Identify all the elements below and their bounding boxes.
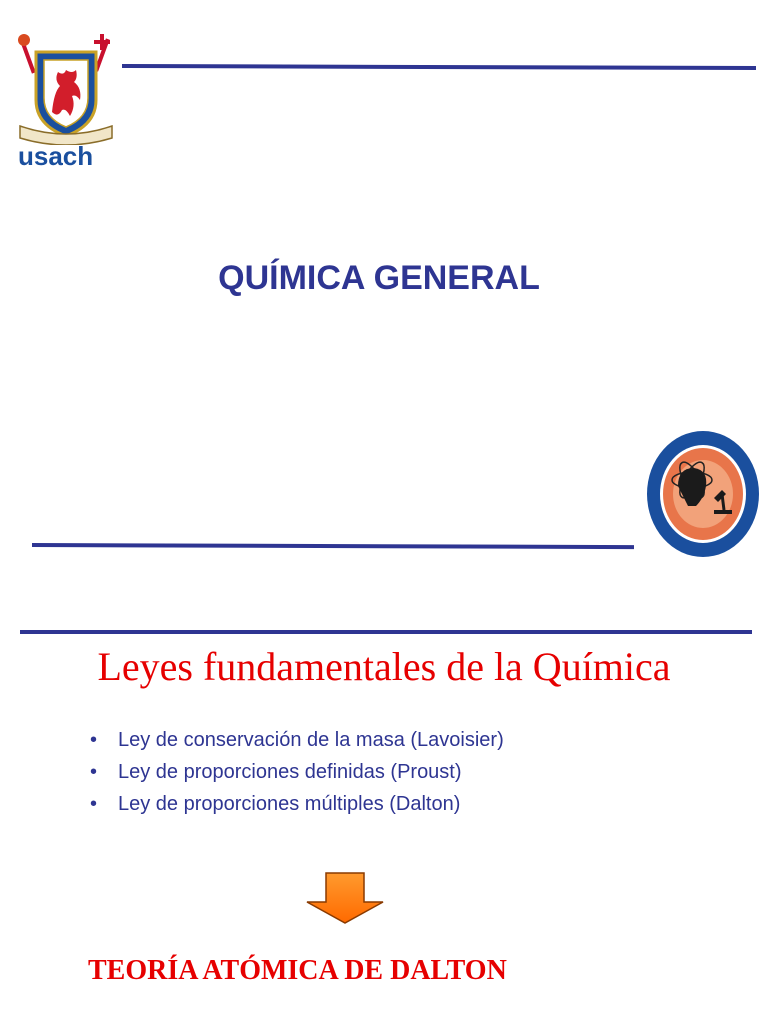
list-item-text: Ley de proporciones múltiples (Dalton)	[118, 793, 461, 815]
slide2-subtitle: TEORÍA ATÓMICA DE DALTON	[88, 955, 507, 986]
page-title: QUÍMICA GENERAL	[218, 259, 540, 297]
slide2-title: Leyes fundamentales de la Química	[97, 644, 671, 689]
list-item-text: Ley de conservación de la masa (Lavoisier)	[118, 729, 504, 751]
faculty-seal-icon	[644, 428, 762, 560]
down-arrow-icon	[306, 872, 386, 924]
list-item	[90, 756, 504, 788]
list-item-text: Ley de proporciones definidas (Proust)	[118, 761, 462, 783]
middle-divider-line	[32, 543, 634, 549]
list-item	[90, 788, 504, 820]
laws-list	[90, 724, 504, 820]
top-divider-line	[122, 64, 756, 70]
bullet-icon: •	[90, 761, 98, 783]
usach-wordmark: usach	[18, 141, 94, 171]
bullet-icon: •	[90, 729, 98, 751]
bullet-icon: •	[90, 793, 98, 815]
list-item	[90, 724, 504, 756]
slide2-divider-line	[20, 630, 752, 634]
